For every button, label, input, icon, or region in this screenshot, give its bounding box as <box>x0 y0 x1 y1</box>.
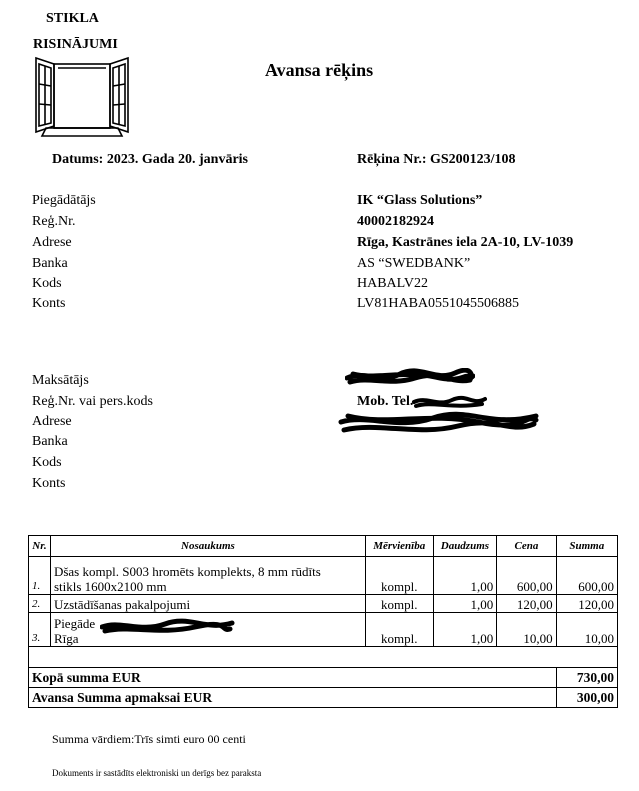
footer-note: Dokuments ir sastādīts elektroniski un derīgs bez paraksta <box>52 768 262 778</box>
table-row <box>29 557 618 595</box>
payer-phone-label: Mob. Tel. <box>357 394 414 409</box>
supplier-address-label: Adrese <box>32 235 72 250</box>
column-header-sum: Summa <box>556 536 617 557</box>
spacer-cell <box>29 647 618 668</box>
supplier-reg-label: Reģ.Nr. <box>32 214 76 229</box>
item-unit: kompl. <box>365 595 433 613</box>
payer-address-label: Adrese <box>32 414 72 429</box>
total-row <box>29 668 618 688</box>
item-unit: kompl. <box>365 557 433 595</box>
item-price: 600,00 <box>497 557 556 595</box>
window-icon <box>32 56 132 140</box>
column-header-price: Cena <box>497 536 556 557</box>
supplier-code-label: Kods <box>32 276 62 291</box>
supplier-reg-number: 40002182924 <box>357 214 434 229</box>
item-name-line2: stikls 1600x2100 mm <box>53 579 167 594</box>
redaction-scribble <box>338 408 540 440</box>
item-price: 10,00 <box>497 613 556 647</box>
amount-in-words: Summa vārdiem:Trīs simti euro 00 centi <box>52 732 246 746</box>
supplier-account-label: Konts <box>32 296 66 311</box>
item-sum: 600,00 <box>556 557 617 595</box>
item-quantity: 1,00 <box>433 595 497 613</box>
advance-value: 300,00 <box>556 688 617 708</box>
payer-account-label: Konts <box>32 476 66 491</box>
supplier-code: HABALV22 <box>357 276 429 291</box>
row-number: 3. <box>29 613 51 647</box>
column-header-nr: Nr. <box>29 536 51 557</box>
item-price: 120,00 <box>497 595 556 613</box>
supplier-bank: AS “SWEDBANK” <box>357 256 471 271</box>
payer-code-label: Kods <box>32 455 62 470</box>
table-spacer-row <box>29 647 618 668</box>
table-header-row <box>29 536 618 557</box>
supplier-account: LV81HABA0551045506885 <box>357 296 520 311</box>
table-row <box>29 613 618 647</box>
column-header-name: Nosaukums <box>50 536 365 557</box>
supplier-bank-label: Banka <box>32 256 68 271</box>
column-header-quantity: Daudzums <box>433 536 497 557</box>
item-name <box>50 613 365 647</box>
payer-bank-label: Banka <box>32 434 68 449</box>
supplier-name: IK “Glass Solutions” <box>357 193 483 208</box>
row-number: 2. <box>29 595 51 613</box>
column-header-unit: Mērvienība <box>365 536 433 557</box>
redaction-scribble <box>345 368 475 388</box>
row-number: 1. <box>29 557 51 595</box>
item-sum: 120,00 <box>556 595 617 613</box>
item-quantity: 1,00 <box>433 557 497 595</box>
invoice-number: Rēķina Nr.: GS200123/108 <box>357 152 516 167</box>
table-row <box>29 595 618 613</box>
item-name-line2: Rīga <box>53 631 79 646</box>
total-value: 730,00 <box>556 668 617 688</box>
payer-label: Maksātājs <box>32 373 89 388</box>
item-name-line1: Piegāde <box>53 616 96 631</box>
item-sum: 10,00 <box>556 613 617 647</box>
company-logo-line1: STIKLA <box>46 11 99 26</box>
advance-row <box>29 688 618 708</box>
payer-reg-label: Reģ.Nr. vai pers.kods <box>32 394 153 409</box>
advance-label: Avansa Summa apmaksai EUR <box>29 688 557 708</box>
item-name: Uzstādīšanas pakalpojumi <box>50 595 365 613</box>
invoice-date: Datums: 2023. Gada 20. janvāris <box>52 152 249 167</box>
document-title: Avansa rēķins <box>265 60 374 80</box>
supplier-label: Piegādātājs <box>32 193 96 208</box>
item-name-line1: Dšas kompl. S003 hromēts komplekts, 8 mm rūdīts <box>53 564 321 579</box>
item-name <box>50 557 365 595</box>
item-quantity: 1,00 <box>433 613 497 647</box>
company-logo-line2: RISINĀJUMI <box>33 37 118 52</box>
supplier-address: Rīga, Kastrānes iela 2A-10, LV-1039 <box>357 235 574 250</box>
total-label: Kopā summa EUR <box>29 668 557 688</box>
item-unit: kompl. <box>365 613 433 647</box>
invoice-items-table <box>28 535 618 708</box>
